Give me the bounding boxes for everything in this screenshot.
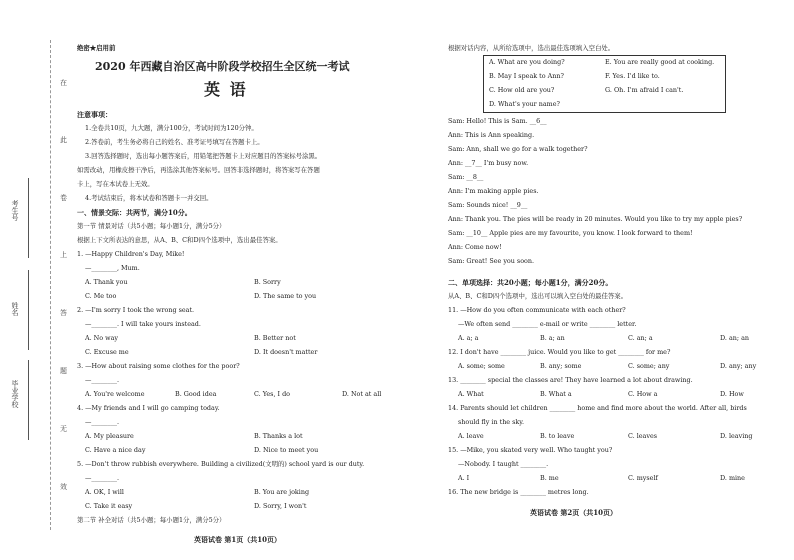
- option[interactable]: A. leave: [458, 432, 484, 440]
- option[interactable]: D. Nice to meet you: [254, 446, 319, 454]
- question-stem: 12. I don't have ________ juice. Would you like to get ________ for me?: [448, 348, 671, 356]
- option[interactable]: D. It doesn't matter: [254, 348, 318, 356]
- option[interactable]: B. a; an: [540, 334, 565, 342]
- part1-heading: 一、情景交际：共两节，满分10分。: [77, 208, 192, 217]
- option[interactable]: C. Me too: [85, 292, 117, 300]
- option[interactable]: B. You are joking: [254, 488, 310, 496]
- binding-char: 此: [60, 136, 67, 144]
- box-option: B. May I speak to Ann?: [489, 72, 564, 80]
- question-stem: 14. Parents should let children ________ home and find more about the world. After all, birds: [448, 404, 747, 412]
- dialog-line: Ann: __7__ I'm busy now.: [448, 159, 529, 167]
- option[interactable]: D. mine: [720, 474, 745, 482]
- question-stem-cont: should fly in the sky.: [458, 418, 525, 426]
- option[interactable]: B. to leave: [540, 432, 575, 440]
- binding-dash-line: [50, 40, 51, 530]
- question-reply: —Nobody. I taught ________.: [458, 460, 549, 468]
- option[interactable]: A. No way: [85, 334, 119, 342]
- option[interactable]: D. The same to you: [254, 292, 317, 300]
- option[interactable]: A. You're welcome: [85, 390, 145, 398]
- dialog-line: Sam: Great! See you soon.: [448, 257, 535, 265]
- dialog-line: Ann: Come now!: [448, 243, 502, 251]
- box-option: F. Yes. I'd like to.: [605, 72, 660, 80]
- option[interactable]: A. a; a: [458, 334, 479, 342]
- dialog-line: Ann: I'm making apple pies.: [448, 187, 539, 195]
- binding-char: 无: [60, 425, 67, 433]
- option[interactable]: B. Good idea: [175, 390, 217, 398]
- name-line: [28, 270, 29, 350]
- box-option: E. You are really good at cooking.: [605, 58, 715, 66]
- question-stem: 15. —Mike, you skated very well. Who taught you?: [448, 446, 613, 454]
- binding-char: 在: [60, 79, 67, 87]
- dialog-line: Ann: This is Ann speaking.: [448, 131, 535, 139]
- box-option: C. How old are you?: [489, 86, 555, 94]
- option[interactable]: D. Not at all: [342, 390, 382, 398]
- option[interactable]: B. any; some: [540, 362, 582, 370]
- option[interactable]: B. What a: [540, 390, 572, 398]
- binding-char: 题: [60, 367, 67, 375]
- dialog-line: Sam: __8__: [448, 173, 484, 181]
- exam-number-line: [28, 178, 29, 258]
- page-footer: 英语试卷 第1页（共10页）: [194, 535, 282, 544]
- note-line: 如需改动，用橡皮擦干净后，再选涂其他答案标号。回答非选择题时，将答案写在答题: [77, 166, 320, 174]
- option[interactable]: B. me: [540, 474, 559, 482]
- option[interactable]: D. an; an: [720, 334, 749, 342]
- question-reply: —________. I will take yours instead.: [85, 320, 201, 328]
- question-stem: 5. —Don't throw rubbish everywhere. Building a civilized(文明的) school yard is our duty.: [77, 460, 365, 468]
- dialog-line: Sam: Hello! This is Sam. __6__: [448, 117, 547, 125]
- part2-heading: 二、单项选择：共20小题；每小题1分，满分20分。: [448, 278, 613, 287]
- option[interactable]: A. I: [458, 474, 470, 482]
- section1-heading: 第一节 情景对话（共5小题；每小题1分，满分5分）: [77, 222, 226, 230]
- note-line: 3.回答选择题时，选出每小题答案后，用铅笔把答题卡上对应题目的答案标号涂黑。: [85, 152, 322, 160]
- option[interactable]: D. leaving: [720, 432, 753, 440]
- question-stem: 11. —How do you often communicate with each other?: [448, 306, 626, 314]
- dialog-line: Sam: Ann, shall we go for a walk together?: [448, 145, 588, 153]
- note-line: 2.答卷前，考生务必将自己的姓名、准考证号填写在答题卡上。: [85, 138, 264, 146]
- option[interactable]: C. Take it easy: [85, 502, 133, 510]
- dialog-line: Ann: Thank you. The pies will be ready in 20 minutes. Would you like to try my apple pies?: [448, 215, 743, 223]
- binding-margin: [0, 0, 70, 560]
- option[interactable]: D. any; any: [720, 362, 757, 370]
- option[interactable]: C. myself: [628, 474, 658, 482]
- question-reply: —We often send ________ e-mail or write ________ letter.: [458, 320, 637, 328]
- school-line: [28, 360, 29, 440]
- section2-heading: 第二节 补全对话（共5小题；每小题1分，满分5分）: [77, 516, 226, 524]
- dialog-line: Sam: __10__ Apple pies are my favourite, you know. I look forward to them!: [448, 229, 693, 237]
- option[interactable]: D. How: [720, 390, 744, 398]
- question-stem: 3. —How about raising some clothes for the poor?: [77, 362, 240, 370]
- question-stem: 13. ________ special the classes are! They have learned a lot about drawing.: [448, 376, 693, 384]
- box-option: A. What are you doing?: [489, 58, 565, 66]
- secret-mark: 绝密★启用前: [77, 44, 116, 52]
- option[interactable]: A. What: [458, 390, 484, 398]
- question-stem: 2. —I'm sorry I took the wrong seat.: [77, 306, 195, 314]
- option[interactable]: A. My pleasure: [85, 432, 134, 440]
- school-label: 毕业学校: [11, 380, 19, 408]
- exam-number-label: 考生号: [11, 200, 19, 221]
- note-line: 1.全卷共10页，九大题，满分100分，考试时间为120分钟。: [85, 124, 258, 132]
- option[interactable]: C. Yes, I do: [254, 390, 291, 398]
- note-line: 4.考试结束后，将本试卷和答题卡一并交回。: [85, 194, 213, 202]
- exam-title: 2020 年西藏自治区高中阶段学校招生全区统一考试: [95, 60, 350, 73]
- option[interactable]: C. an; a: [628, 334, 653, 342]
- section2-instruction: 根据对话内容，从所给选项中，选出最佳选项填入空白处。: [448, 44, 615, 52]
- question-reply: —________.: [85, 376, 119, 384]
- question-stem: 16. The new bridge is ________ metres long.: [448, 488, 589, 496]
- option[interactable]: C. some; any: [628, 362, 670, 370]
- binding-char: 上: [60, 251, 67, 259]
- option[interactable]: C. leaves: [628, 432, 658, 440]
- notes-heading: 注意事项：: [77, 110, 112, 119]
- option[interactable]: D. Sorry, I won't: [254, 502, 307, 510]
- name-label: 姓名: [11, 302, 19, 316]
- question-stem: 4. —My friends and I will go camping today.: [77, 404, 220, 412]
- option[interactable]: C. How a: [628, 390, 658, 398]
- subject-title: 英 语: [204, 80, 248, 99]
- option[interactable]: B. Sorry: [254, 278, 281, 286]
- option[interactable]: A. some; some: [458, 362, 505, 370]
- box-option: D. What's your name?: [489, 100, 560, 108]
- option[interactable]: B. Thanks a lot: [254, 432, 303, 440]
- option[interactable]: B. Better not: [254, 334, 296, 342]
- option[interactable]: C. Excuse me: [85, 348, 129, 356]
- option[interactable]: A. OK, I will: [85, 488, 124, 496]
- note-line: 卡上，写在本试卷上无效。: [77, 180, 154, 188]
- question-reply: —________, Mum.: [85, 264, 140, 272]
- section1-instruction: 根据上下文所表达的意思，从A、B、C和D四个选项中，选出最佳答案。: [77, 236, 282, 244]
- option[interactable]: A. Thank you: [85, 278, 128, 286]
- binding-char: 卷: [60, 194, 67, 202]
- dialog-line: Sam: Sounds nice! __9__: [448, 201, 528, 209]
- box-option: G. Oh. I'm afraid I can't.: [605, 86, 684, 94]
- question-reply: —________.: [85, 418, 119, 426]
- part2-instruction: 从A、B、C和D四个选项中，选出可以填入空白处的最佳答案。: [448, 292, 628, 300]
- option[interactable]: C. Have a nice day: [85, 446, 146, 454]
- question-reply: —________.: [85, 474, 119, 482]
- binding-char: 答: [60, 309, 67, 317]
- binding-char: 效: [60, 483, 67, 491]
- page-footer: 英语试卷 第2页（共10页）: [530, 508, 618, 517]
- question-stem: 1. —Happy Children's Day, Mike!: [77, 250, 185, 258]
